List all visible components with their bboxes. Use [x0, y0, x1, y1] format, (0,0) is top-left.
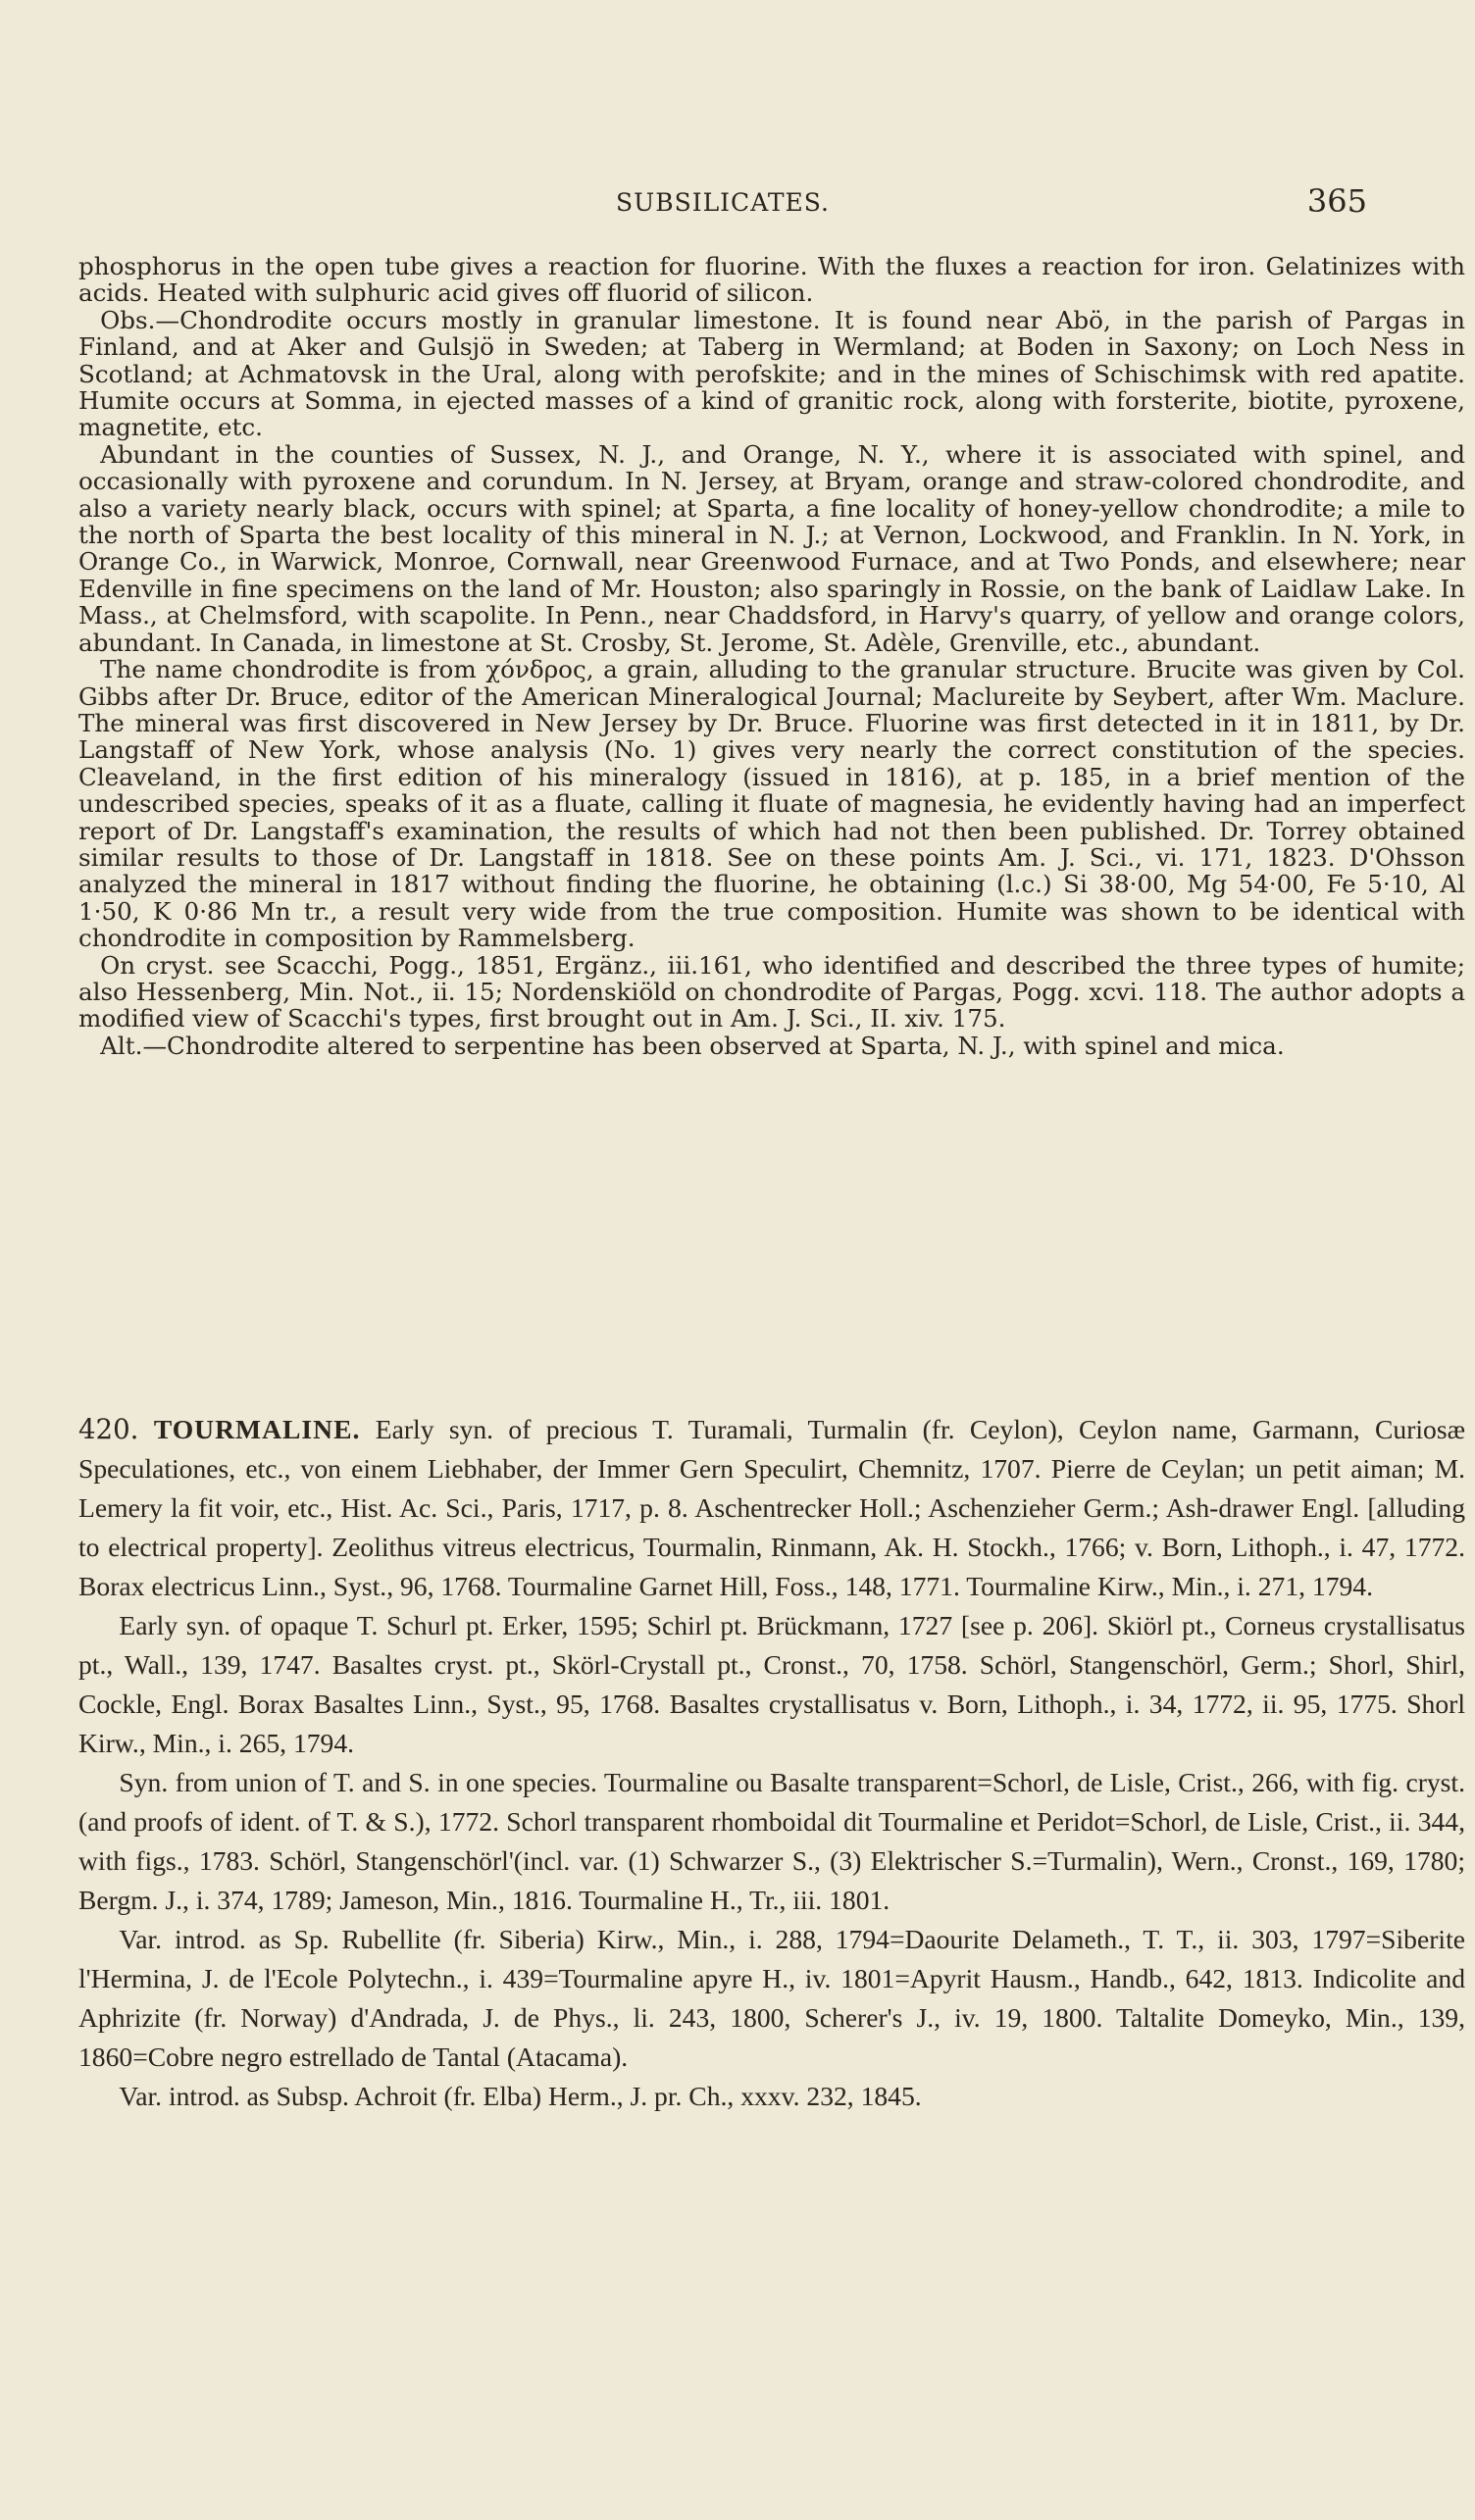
- running-head: [78, 182, 1367, 222]
- paragraph-blowpipe: phosphorus in the open tube gives a reaction for fluorine. With the fluxes a reaction for iron. Gelatinizes with acids. Heated with sulphuric acid gives off fluorid of silicon.: [78, 252, 1465, 308]
- paragraph-union-synonyms: Syn. from union of T. and S. in one species. Tourmaline ou Basalte transparent=Schorl, de Lisle, Crist., 266, with fig. cryst. (and proofs of ident. of T. & S.), 1772. Schorl transparent rhomboidal dit Tourmaline et Peridot=Schorl, de Lisle, Crist., ii. 344, with figs., 1783. Schörl, Stangenschörl'(incl. var. (1) Schwarzer S., (3) Elektrischer S.=Turmalin), Wern., Cronst., 169, 1780; Bergm. J., i. 374, 1789; Jameson, Min., 1816. Tourmaline H., Tr., iii. 1801.: [78, 1767, 1465, 1915]
- paragraph-precious-text: Early syn. of precious T. Turamali, Turmalin (fr. Ceylon), Ceylon name, Garmann, Curiosæ Speculationes, etc., von einem Liebhaber, der Immer Gern Speculirt, Chemnitz, 1707. Pierre de Ceylan; un petit aiman; M. Lemery la fit voir, etc., Hist. Ac. Sci., Paris, 1717, p. 8. Aschentrecker Holl.; Aschenzieher Germ.; Ash-drawer Engl. [alluding to electrical property]. Zeolithus vitreus electricus, Tourmalin, Rinmann, Ak. H. Stockh., 1766; v. Born, Lithoph., i. 47, 1772. Borax electricus Linn., Syst., 96, 1768. Tourmaline Garnet Hill, Foss., 148, 1771. Tourmaline Kirw., Min., i. 271, 1794.: [78, 1414, 1465, 1601]
- paragraph-localities: Abundant in the counties of Sussex, N. J., and Orange, N. Y., where it is associated with spinel, and occasionally with pyroxene and corundum. In N. Jersey, at Bryam, orange and straw-colored chondrodite, and also a variety nearly black, occurs with spinel; at Sparta, a fine locality of honey-yellow chondrodite; a mile to the north of Sparta the best locality of this mineral in N. J.; at Vernon, Lockwood, and Franklin. In N. York, in Orange Co., in Warwick, Monroe, Cornwall, near Greenwood Furnace, and at Two Ponds, and elsewhere; near Edenville in fine specimens on the land of Mr. Houston; also sparingly in Rossie, on the bank of Laidlaw Lake. In Mass., at Chelmsford, with scapolite. In Penn., near Chaddsford, in Harvy's quarry, of yellow and orange colors, abundant. In Canada, in limestone at St. Crosby, St. Jerome, St. Adèle, Grenville, etc., abundant.: [78, 439, 1465, 657]
- paragraph-precious-synonyms: [78, 1410, 1465, 1606]
- species-name: TOURMALINE.: [153, 1414, 361, 1444]
- paragraph-name-history: The name chondrodite is from χόνδρος, a grain, alluding to the granular structure. Brucite was given by Col. Gibbs after Dr. Bruce, editor of the American Mineralogical Journal; Maclureite by Seybert, after Wm. Maclure. The mineral was first discovered in New Jersey by Dr. Bruce. Fluorine was first detected in it in 1811, by Dr. Langstaff of New York, whose analysis (No. 1) gives very nearly the correct constitution of the species. Cleaveland, in the first edition of his mineralogy (issued in 1816), at p. 185, in a brief mention of the undescribed species, speaks of it as a fluate, calling it fluate of magnesia, he evidently having had an imperfect report of Dr. Langstaff's examination, the results of which had not then been published. Dr. Torrey obtained similar results to those of Dr. Langstaff in 1818. See on these points Am. J. Sci., vi. 171, 1823. D'Ohsson analyzed the mineral in 1817 without finding the fluorine, he obtaining (l.c.) Si 38·00, Mg 54·00, Fe 5·10, Al 1·50, K 0·86 Mn tr., a result very wide from the true composition. Humite was shown to be identical with chondrodite in composition by Rammelsberg.: [78, 655, 1465, 953]
- paragraph-obs: Obs.—Chondrodite occurs mostly in granular limestone. It is found near Abö, in the parish of Pargas in Finland, and at Aker and Gulsjö in Sweden; at Taberg in Wermland; at Boden in Saxony; on Loch Ness in Scotland; at Achmatovsk in the Ural, along with perofskite; and in the mines of Schischimsk with red apatite. Humite occurs at Somma, in ejected masses of a kind of granitic rock, along with forsterite, biotite, pyroxene, magnetite, etc.: [78, 305, 1465, 442]
- species-number: 420.: [78, 1413, 139, 1445]
- paragraph-var-subspecies: Var. introd. as Subsp. Achroit (fr. Elba) Herm., J. pr. Ch., xxxv. 232, 1845.: [119, 2081, 922, 2111]
- paragraph-opaque-synonyms: Early syn. of opaque T. Schurl pt. Erker, 1595; Schirl pt. Brückmann, 1727 [see p. 206]. Skiörl pt., Corneus crystallisatus pt., Wall., 139, 1747. Basaltes cryst. pt., Skörl-Crystall pt., Cronst., 70, 1758. Schörl, Stangenschörl, Germ.; Shorl, Shirl, Cockle, Engl. Borax Basaltes Linn., Syst., 95, 1768. Basaltes crystallisatus v. Born, Lithoph., i. 34, 1772, ii. 95, 1775. Shorl Kirw., Min., i. 265, 1794.: [78, 1610, 1465, 1758]
- running-title: SUBSILICATES.: [616, 188, 830, 217]
- page-number: 365: [1306, 182, 1367, 220]
- paragraph-crystallography: On cryst. see Scacchi, Pogg., 1851, Ergänz., iii.161, who identified and described the three types of humite; also Hessenberg, Min. Not., ii. 15; Nordenskiöld on chondrodite of Pargas, Pogg. xcvi. 118. The author adopts a modified view of Scacchi's types, first brought out in Am. J. Sci., II. xiv. 175.: [78, 950, 1465, 1033]
- paragraph-var-species: Var. introd. as Sp. Rubellite (fr. Siberia) Kirw., Min., i. 288, 1794=Daourite Delameth., T. T., ii. 303, 1797=Siberite l'Hermina, J. de l'Ecole Polytechn., i. 439=Tourmaline apyre H., iv. 1801=Apyrit Hausm., Handb., 642, 1813. Indicolite and Aphrizite (fr. Norway) d'Andrada, J. de Phys., li. 243, 1800, Scherer's J., iv. 19, 1800. Taltalite Domeyko, Min., 139, 1860=Cobre negro estrellado de Tantal (Atacama).: [78, 1924, 1465, 2072]
- tourmaline-entry: [78, 1410, 1465, 2116]
- chondrodite-text: [78, 253, 1465, 1059]
- paragraph-alteration: Alt.—Chondrodite altered to serpentine has been observed at Sparta, N. J., with spinel and mica.: [100, 1031, 1285, 1060]
